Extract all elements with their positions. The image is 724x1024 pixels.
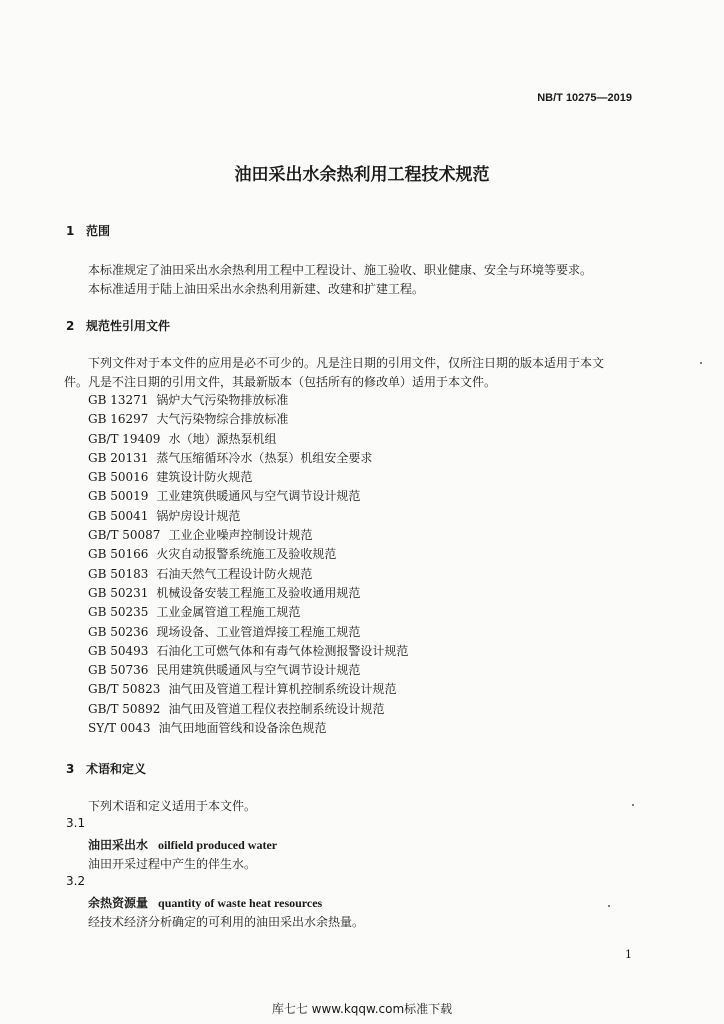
reference-item — [88, 719, 408, 738]
term-heading — [88, 894, 322, 911]
reference-item — [88, 391, 408, 410]
reference-code: GB/T 19409 — [88, 431, 161, 446]
reference-title: 大气污染物综合排放标准 — [156, 412, 289, 427]
term-zh: 余热资源量 — [88, 896, 149, 910]
reference-item — [88, 449, 408, 468]
reference-item — [88, 680, 408, 699]
reference-item — [88, 584, 408, 603]
reference-code: GB/T 50823 — [88, 682, 161, 697]
reference-item — [88, 410, 408, 429]
reference-item — [88, 623, 408, 642]
document-title: 油田采出水余热利用工程技术规范 — [234, 165, 490, 185]
reference-code: GB 50231 — [88, 585, 149, 600]
footer-watermark: 库七七 www.kqqw.com标准下载 — [271, 1002, 453, 1016]
section-2-intro-line-1: 下列文件对于本文件的应用是必不可少的。凡是注日期的引用文件，仅所注日期的版本适用于本文 — [88, 356, 605, 370]
reference-item — [88, 430, 408, 449]
reference-title: 油气田地面管线和设备涂色规范 — [158, 721, 327, 736]
reference-code: GB 50166 — [88, 547, 149, 562]
reference-item — [88, 661, 408, 680]
reference-item — [88, 507, 408, 526]
section-3-heading — [66, 760, 146, 777]
section-1-paragraph-1: 本标准规定了油田采出水余热利用工程中工程设计、施工验收、职业健康、安全与环境等要求。 — [88, 263, 593, 277]
reference-title: 机械设备安装工程施工及验收通用规范 — [156, 585, 361, 600]
reference-code: GB 50019 — [88, 489, 149, 504]
reference-code: GB 50236 — [88, 624, 149, 639]
reference-title: 石油天然气工程设计防火规范 — [156, 566, 313, 581]
reference-item — [88, 526, 408, 545]
section-2-title: 规范性引用文件 — [86, 319, 171, 333]
section-3-number: 3 — [66, 762, 75, 776]
reference-code: GB 50016 — [88, 470, 149, 485]
scan-speck — [608, 905, 610, 907]
reference-title: 火灾自动报警系统施工及验收规范 — [156, 547, 337, 562]
reference-code: GB/T 50892 — [88, 701, 161, 716]
section-3-intro: 下列术语和定义适用于本文件。 — [88, 799, 257, 813]
scan-speck — [700, 362, 702, 364]
reference-title: 蒸气压缩循环冷水（热泵）机组安全要求 — [156, 450, 373, 465]
reference-code: GB 50041 — [88, 508, 149, 523]
reference-code: GB/T 50087 — [88, 528, 161, 543]
reference-item — [88, 642, 408, 661]
term-en: oilfield produced water — [158, 838, 278, 852]
reference-item — [88, 565, 408, 584]
term-heading — [88, 836, 277, 853]
reference-code: GB 50183 — [88, 566, 149, 581]
section-2-number: 2 — [66, 319, 75, 333]
reference-item — [88, 468, 408, 487]
page-number: 1 — [625, 948, 632, 961]
standard-number: NB/T 10275—2019 — [537, 92, 632, 104]
reference-title: 民用建筑供暖通风与空气调节设计规范 — [156, 663, 361, 678]
section-1-number: 1 — [66, 224, 75, 238]
reference-code: GB 16297 — [88, 412, 149, 427]
reference-code: GB 50235 — [88, 605, 149, 620]
term-definition: 油田开采过程中产生的伴生水。 — [88, 857, 257, 871]
section-1-heading — [66, 222, 110, 239]
reference-list — [88, 391, 408, 738]
section-2-intro-line-2: 件。凡是不注日期的引用文件，其最新版本（包括所有的修改单）适用于本文件。 — [64, 375, 497, 389]
reference-item — [88, 700, 408, 719]
reference-title: 工业企业噪声控制设计规范 — [168, 528, 313, 543]
reference-title: 锅炉房设计规范 — [156, 508, 241, 523]
term-en: quantity of waste heat resources — [158, 896, 323, 910]
term-number: 3.1 — [66, 816, 86, 830]
term-definition: 经技术经济分析确定的可利用的油田采出水余热量。 — [88, 915, 365, 929]
reference-code: SY/T 0043 — [88, 721, 151, 736]
reference-title: 工业金属管道工程施工规范 — [156, 605, 301, 620]
reference-code: GB 20131 — [88, 450, 149, 465]
reference-code: GB 13271 — [88, 393, 149, 407]
section-1-paragraph-2: 本标准适用于陆上油田采出水余热利用新建、改建和扩建工程。 — [88, 282, 425, 296]
reference-title: 水（地）源热泵机组 — [168, 431, 277, 446]
reference-title: 工业建筑供暖通风与空气调节设计规范 — [156, 489, 361, 504]
reference-item — [88, 545, 408, 564]
section-1-title: 范围 — [86, 224, 111, 238]
section-3-title: 术语和定义 — [86, 762, 147, 776]
reference-code: GB 50736 — [88, 663, 149, 678]
term-zh: 油田采出水 — [88, 838, 149, 852]
reference-title: 油气田及管道工程计算机控制系统设计规范 — [168, 682, 397, 697]
reference-title: 石油化工可燃气体和有毒气体检测报警设计规范 — [156, 643, 409, 658]
reference-item — [88, 487, 408, 506]
reference-title: 锅炉大气污染物排放标准 — [156, 393, 289, 407]
reference-title: 现场设备、工业管道焊接工程施工规范 — [156, 624, 361, 639]
reference-code: GB 50493 — [88, 643, 149, 658]
reference-item — [88, 603, 408, 622]
scan-speck — [632, 804, 634, 806]
term-number: 3.2 — [66, 874, 86, 888]
section-2-heading — [66, 317, 170, 334]
reference-title: 建筑设计防火规范 — [156, 470, 253, 485]
reference-title: 油气田及管道工程仪表控制系统设计规范 — [168, 701, 385, 716]
